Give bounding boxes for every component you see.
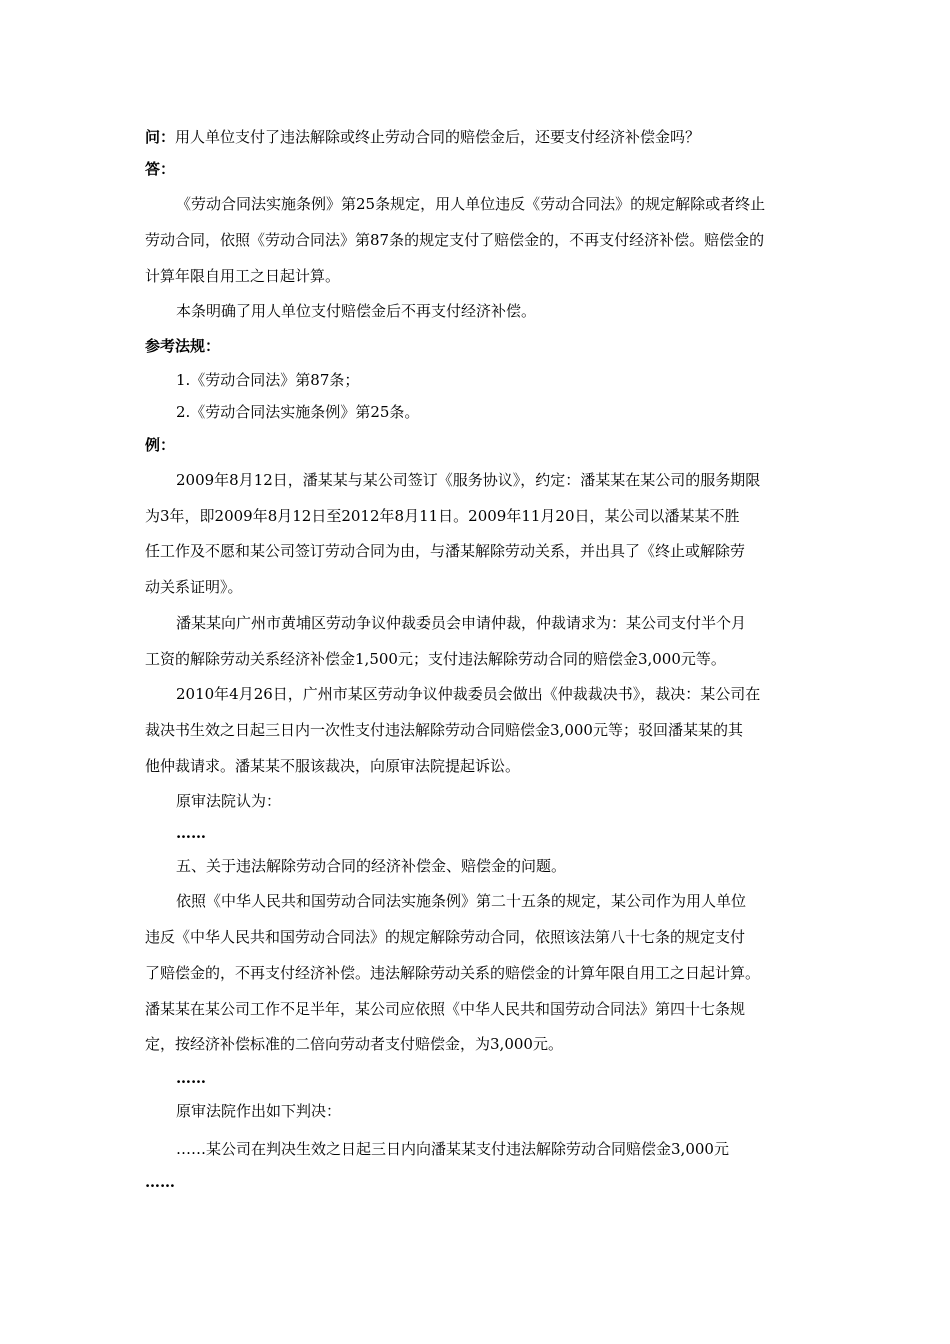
example-line: 为3年，即2009年8月12日至2012年8月11日。2009年11月20日，某公司以潘某某不胜 bbox=[145, 507, 740, 525]
ellipsis: …… bbox=[145, 1173, 175, 1191]
example-line: ……某公司在判决生效之日起三日内向潘某某支付违法解除劳动合同赔偿金3,000元 bbox=[176, 1140, 729, 1158]
example-line: 潘某某在某公司工作不足半年，某公司应依照《中华人民共和国劳动合同法》第四十七条规 bbox=[145, 1000, 746, 1018]
example-line: 定，按经济补偿标准的二倍向劳动者支付赔偿金，为3,000元。 bbox=[145, 1035, 563, 1053]
question-text: 用人单位支付了违法解除或终止劳动合同的赔偿金后，还要支付经济补偿金吗？ bbox=[175, 128, 701, 146]
example-line: 任工作及不愿和某公司签订劳动合同为由，与潘某解除劳动关系，并出具了《终止或解除劳 bbox=[145, 542, 746, 560]
example-line: 依照《中华人民共和国劳动合同法实施条例》第二十五条的规定，某公司作为用人单位 bbox=[176, 892, 747, 910]
example-line: 工资的解除劳动关系经济补偿金1,500元；支付违法解除劳动合同的赔偿金3,000元等。 bbox=[145, 650, 726, 668]
reference-item: 2.《劳动合同法实施条例》第25条。 bbox=[176, 403, 420, 421]
ellipsis: …… bbox=[176, 824, 206, 842]
answer-label: 答： bbox=[145, 160, 176, 178]
question-label: 问： bbox=[145, 128, 176, 146]
example-line: 原审法院作出如下判决： bbox=[176, 1102, 342, 1120]
example-line: 潘某某向广州市黄埔区劳动争议仲裁委员会申请仲裁，仲裁请求为：某公司支付半个月 bbox=[176, 614, 747, 632]
ellipsis: …… bbox=[176, 1069, 206, 1087]
answer-line: 本条明确了用人单位支付赔偿金后不再支付经济补偿。 bbox=[176, 302, 537, 320]
example-line: 2010年4月26日，广州市某区劳动争议仲裁委员会做出《仲裁裁决书》，裁决：某公司在 bbox=[176, 685, 761, 703]
question-line bbox=[145, 127, 815, 147]
reference-item: 1.《劳动合同法》第87条； bbox=[176, 371, 360, 389]
example-line: 违反《中华人民共和国劳动合同法》的规定解除劳动合同，依照该法第八十七条的规定支付 bbox=[145, 928, 746, 946]
example-line: 2009年8月12日，潘某某与某公司签订《服务协议》，约定：潘某某在某公司的服务期限 bbox=[176, 471, 761, 489]
example-line: 动关系证明》。 bbox=[145, 578, 243, 596]
answer-line: 劳动合同，依照《劳动合同法》第87条的规定支付了赔偿金的，不再支付经济补偿。赔偿金的 bbox=[145, 231, 765, 249]
references-label: 参考法规： bbox=[145, 337, 221, 355]
answer-line: 计算年限自用工之日起计算。 bbox=[145, 267, 341, 285]
example-line: 五、关于违法解除劳动合同的经济补偿金、赔偿金的问题。 bbox=[176, 857, 567, 875]
example-line: 裁决书生效之日起三日内一次性支付违法解除劳动合同赔偿金3,000元等；驳回潘某某的其 bbox=[145, 721, 743, 739]
example-line: 原审法院认为： bbox=[176, 792, 282, 810]
example-line: 他仲裁请求。潘某某不服该裁决，向原审法院提起诉讼。 bbox=[145, 757, 521, 775]
answer-line: 《劳动合同法实施条例》第25条规定，用人单位违反《劳动合同法》的规定解除或者终止 bbox=[176, 195, 766, 213]
example-label: 例： bbox=[145, 436, 176, 454]
example-line: 了赔偿金的，不再支付经济补偿。违法解除劳动关系的赔偿金的计算年限自用工之日起计算。 bbox=[145, 964, 761, 982]
